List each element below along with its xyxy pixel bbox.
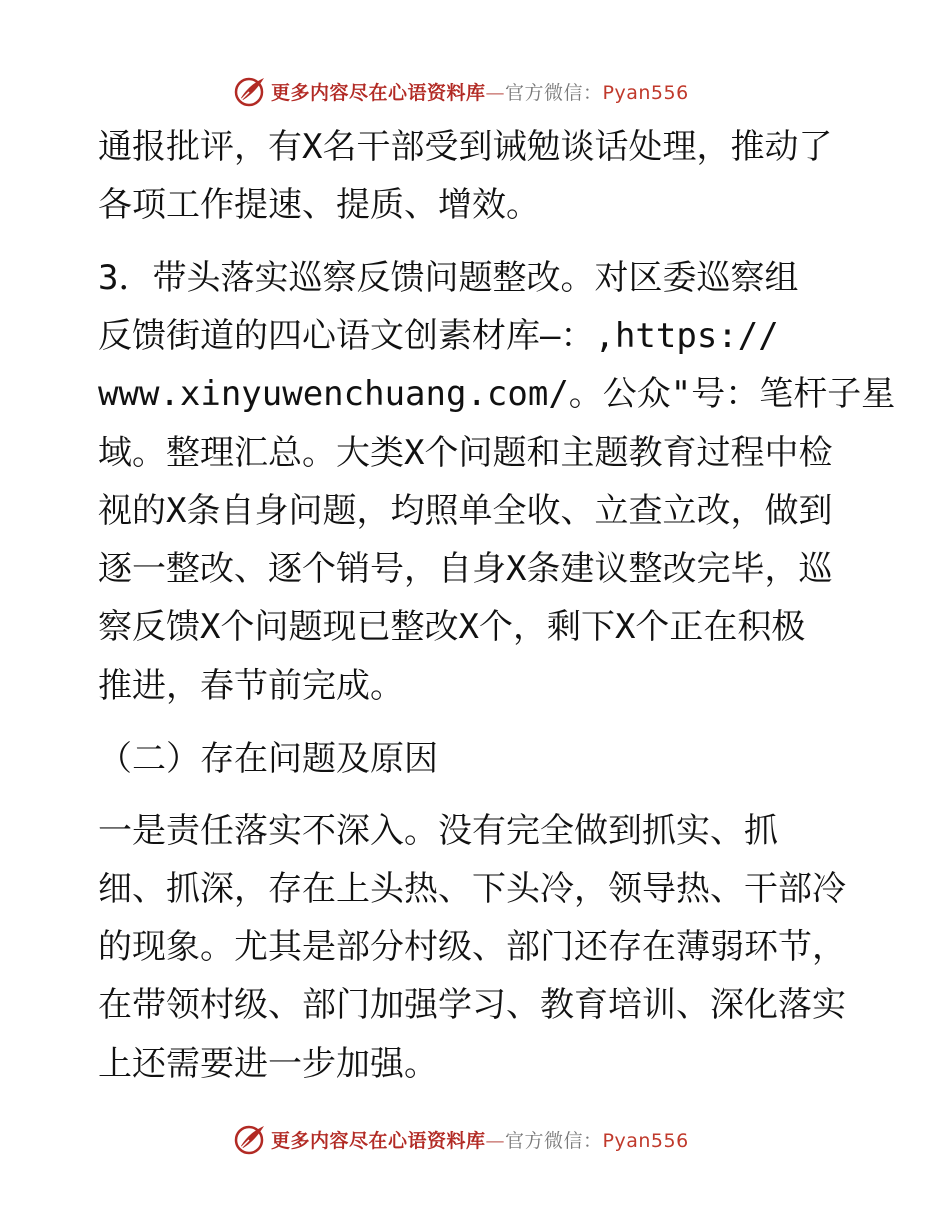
watermark-wechat-id: Pyan556 [602, 1129, 689, 1152]
subsection-heading: （二）存在问题及原因 [98, 739, 438, 779]
watermark-banner-bottom [233, 1121, 753, 1157]
body-line: 察反馈X个问题现已整改X个，剩下X个正在积极 [98, 607, 806, 647]
watermark-label: 官方微信： [505, 1129, 603, 1152]
body-line: 一是责任落实不深入。没有完全做到抓实、抓 [98, 811, 778, 851]
body-line: 推进，春节前完成。 [98, 666, 404, 706]
body-line: 通报批评，有X名干部受到诫勉谈话处理，推动了 [98, 127, 833, 167]
watermark-separator: — [485, 1129, 506, 1152]
watermark-wechat-id: Pyan556 [602, 81, 689, 104]
body-line: 细、抓深，存在上头热、下头冷，领导热、干部冷 [98, 869, 846, 909]
body-line: www.xinyuwenchuang.com/。公众"号：笔杆子星 [98, 374, 896, 414]
body-line: 的现象。尤其是部分村级、部门还存在薄弱环节， [98, 927, 846, 967]
body-line: 域。整理汇总。大类X个问题和主题教育过程中检 [98, 433, 833, 473]
watermark-main: 更多内容尽在心语资料库 [271, 81, 486, 104]
body-line: 反馈街道的四心语文创素材库—：,https:// [98, 316, 779, 356]
watermark-label: 官方微信： [505, 81, 603, 104]
section-heading: 3．带头落实巡察反馈问题整改。对区委巡察组 [98, 258, 799, 298]
body-line: 在带领村级、部门加强学习、教育培训、深化落实 [98, 985, 846, 1025]
feather-logo-icon [233, 1122, 267, 1156]
body-line: 视的X条自身问题，均照单全收、立查立改，做到 [98, 491, 833, 531]
feather-logo-icon [233, 74, 267, 108]
watermark-main: 更多内容尽在心语资料库 [271, 1129, 486, 1152]
body-line: 逐一整改、逐个销号，自身X条建议整改完毕，巡 [98, 549, 833, 589]
watermark-text [271, 78, 689, 105]
body-line: 各项工作提速、提质、增效。 [98, 185, 540, 225]
watermark-separator: — [485, 81, 506, 104]
watermark-text [271, 1126, 689, 1153]
body-line: 上还需要进一步加强。 [98, 1044, 438, 1084]
watermark-banner-top [233, 73, 753, 109]
